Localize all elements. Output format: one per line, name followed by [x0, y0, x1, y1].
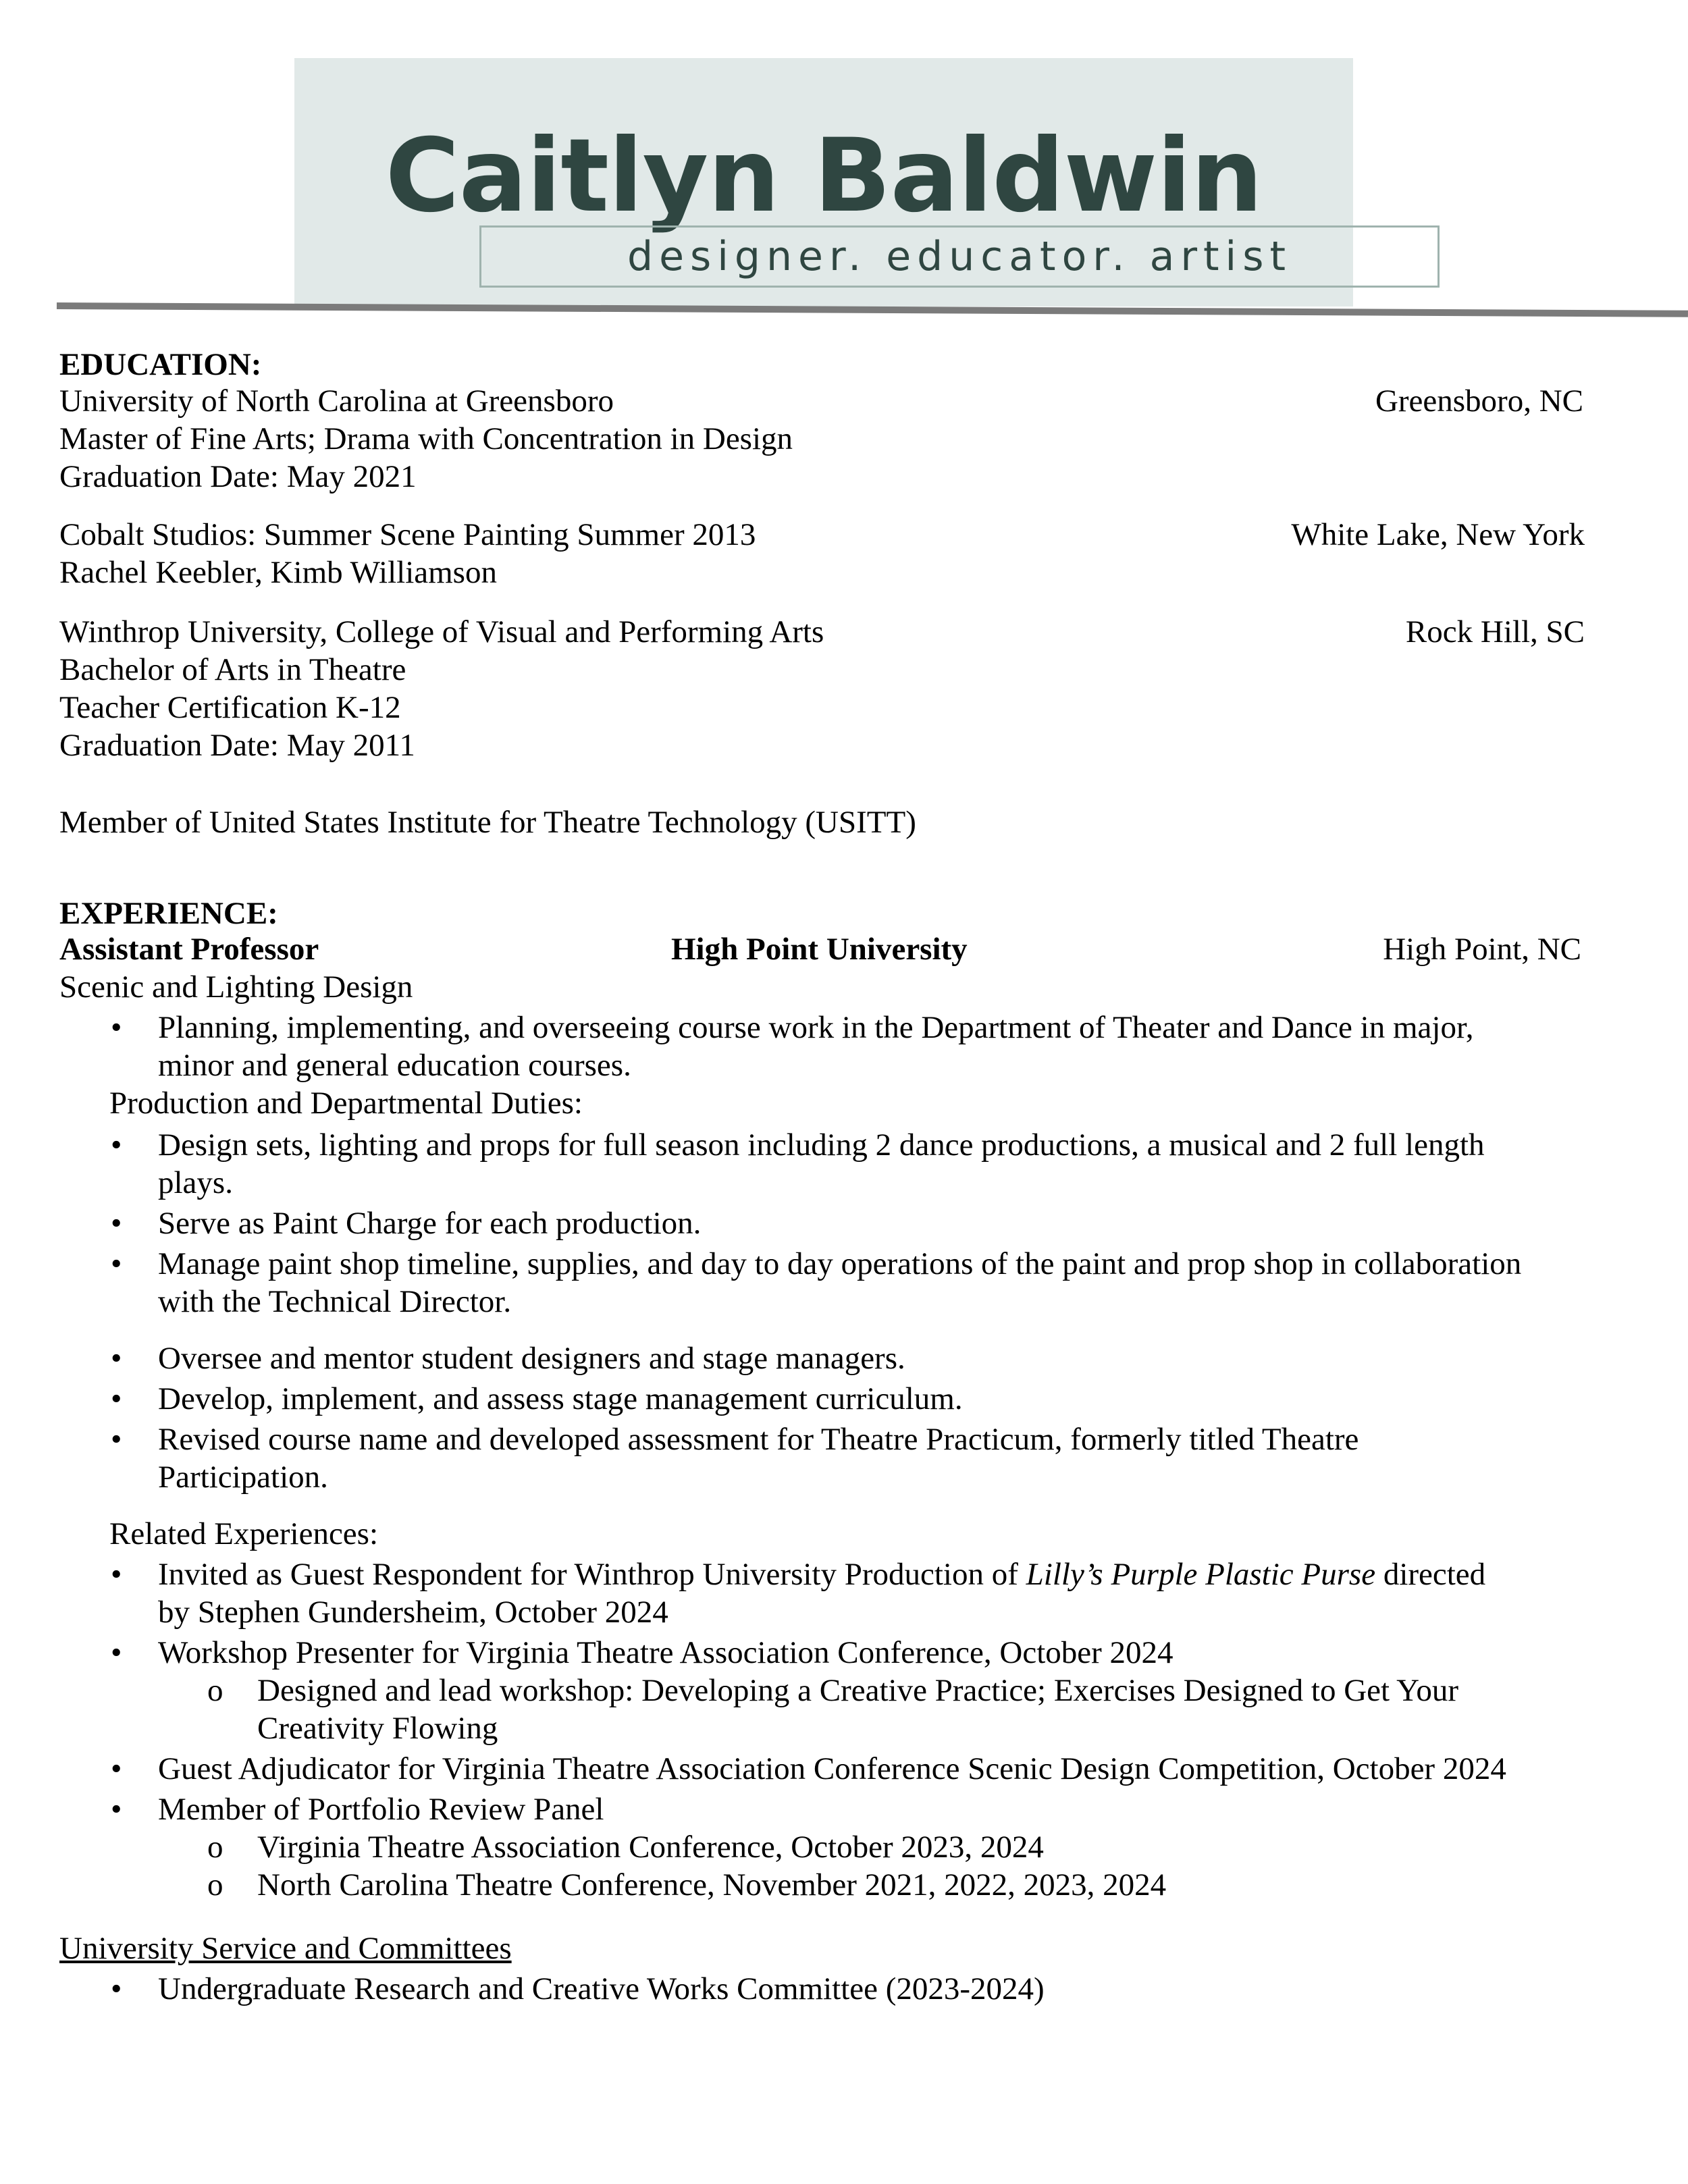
- list-item: • Guest Adjudicator for Virginia Theatre Association Conference Scenic Design Competition, October 2024: [158, 1750, 1506, 1788]
- tagline: designer. educator. artist: [479, 225, 1440, 288]
- education-line: Rachel Keebler, Kimb Williamson: [59, 555, 497, 590]
- education-line: Graduation Date: May 2011: [59, 728, 415, 763]
- list-item: • Oversee and mentor student designers and stage managers.: [158, 1339, 905, 1377]
- education-line: University of North Carolina at Greensboro: [59, 383, 614, 419]
- education-line: Winthrop University, College of Visual and Performing Arts: [59, 614, 824, 649]
- job-location: High Point, NC: [1383, 932, 1581, 967]
- education-line: Cobalt Studios: Summer Scene Painting Summer 2013: [59, 517, 756, 552]
- education-location: Greensboro, NC: [1375, 383, 1583, 419]
- education-line: Teacher Certification K-12: [59, 690, 401, 725]
- production-heading: Production and Departmental Duties:: [109, 1086, 583, 1121]
- header-banner: [294, 58, 1353, 307]
- related-text: directed: [1375, 1557, 1486, 1592]
- list-item: • Workshop Presenter for Virginia Theatre Association Conference, October 2024: [158, 1634, 1173, 1672]
- list-item: [158, 1555, 1485, 1593]
- education-line: Bachelor of Arts in Theatre: [59, 652, 406, 687]
- service-heading: University Service and Committees: [59, 1931, 512, 1966]
- list-item: • Revised course name and developed assessment for Theatre Practicum, formerly titled Theatre: [158, 1420, 1359, 1458]
- list-item: • Design sets, lighting and props for full season including 2 dance productions, a musical and 2 full length: [158, 1126, 1485, 1164]
- sub-list-item: o Designed and lead workshop: Developing a Creative Practice; Exercises Designed to Get Your: [257, 1672, 1458, 1709]
- production-title: Lilly’s Purple Plastic Purse: [1026, 1557, 1376, 1592]
- list-item-continuation: with the Technical Director.: [158, 1284, 512, 1319]
- education-location: White Lake, New York: [1291, 517, 1585, 552]
- list-item: • Member of Portfolio Review Panel: [158, 1790, 604, 1828]
- job-title: Assistant Professor: [59, 932, 319, 967]
- employer: High Point University: [671, 932, 968, 967]
- list-item-continuation: Participation.: [158, 1460, 328, 1495]
- experience-heading: EXPERIENCE:: [59, 896, 278, 931]
- related-heading: Related Experiences:: [109, 1516, 379, 1551]
- list-item: • Undergraduate Research and Creative Works Committee (2023-2024): [158, 1970, 1045, 2008]
- education-line: Master of Fine Arts; Drama with Concentration in Design: [59, 421, 793, 456]
- sub-list-item: o Virginia Theatre Association Conference, October 2023, 2024: [257, 1828, 1044, 1866]
- list-item-continuation: by Stephen Gundersheim, October 2024: [158, 1595, 668, 1630]
- education-line: Graduation Date: May 2021: [59, 459, 417, 494]
- candidate-name: Caitlyn Baldwin: [385, 117, 1263, 235]
- membership: Member of United States Institute for Theatre Technology (USITT): [59, 805, 916, 840]
- list-item: • Planning, implementing, and overseeing course work in the Department of Theater and Dance in major,: [158, 1009, 1473, 1046]
- education-location: Rock Hill, SC: [1405, 614, 1585, 649]
- list-item: • Serve as Paint Charge for each production.: [158, 1204, 701, 1242]
- list-item: • Develop, implement, and assess stage management curriculum.: [158, 1380, 963, 1418]
- job-area: Scenic and Lighting Design: [59, 969, 413, 1005]
- list-item-continuation: plays.: [158, 1165, 233, 1200]
- related-text: Invited as Guest Respondent for Winthrop University Production of: [158, 1557, 1026, 1592]
- list-item: • Manage paint shop timeline, supplies, and day to day operations of the paint and prop shop in collaboration: [158, 1245, 1521, 1283]
- sub-list-item: o North Carolina Theatre Conference, November 2021, 2022, 2023, 2024: [257, 1866, 1166, 1904]
- list-item-continuation: minor and general education courses.: [158, 1048, 631, 1083]
- education-heading: EDUCATION:: [59, 347, 262, 382]
- list-item-continuation: Creativity Flowing: [257, 1711, 498, 1746]
